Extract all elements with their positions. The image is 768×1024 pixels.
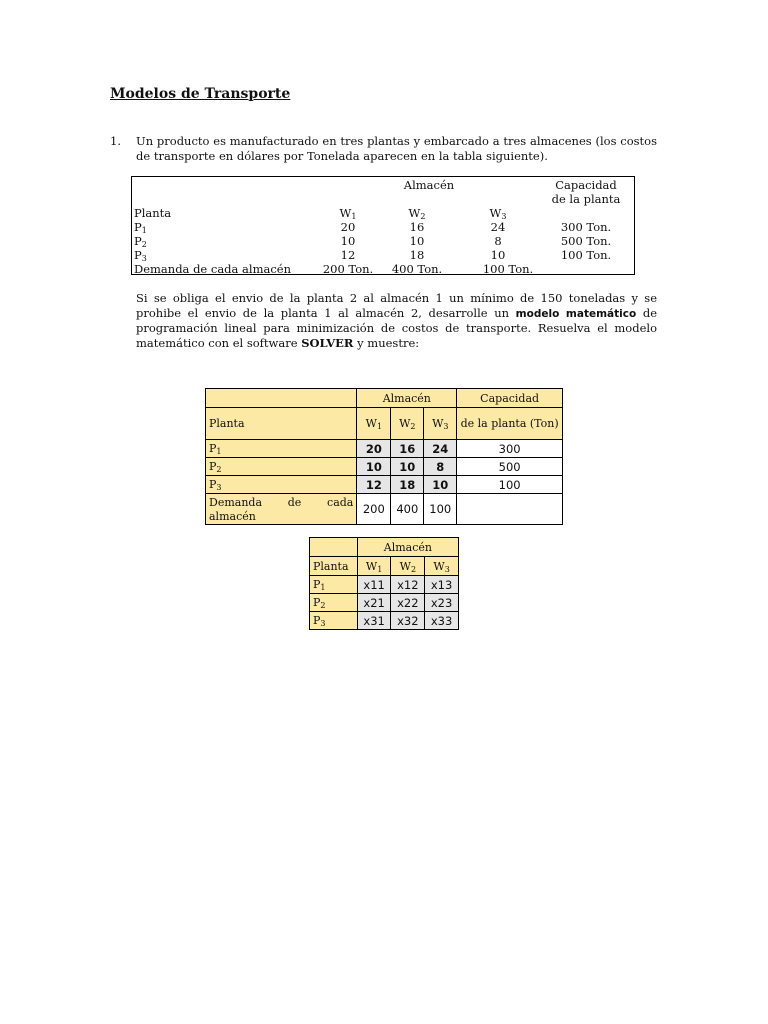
row-plant-p2: $P_2$: [134, 234, 147, 249]
variable-cell[interactable]: x32: [391, 612, 425, 630]
cell-p3-cap: 100 Ton.: [560, 248, 612, 262]
header-w2: $W_2$: [391, 408, 424, 440]
header-w1: $W_1$: [357, 557, 391, 576]
col-w2: $W_2$: [408, 206, 426, 221]
cell-p2-w2: 10: [409, 234, 425, 248]
corner-cell: [206, 389, 357, 408]
row-plant-p1: $P_1$: [206, 440, 357, 458]
empty-cell: [457, 494, 563, 525]
row-plant-p2: $P_2$: [310, 594, 358, 612]
cell-p1-w3: 24: [490, 220, 506, 234]
demand-w1: 200 Ton.: [322, 262, 374, 276]
capacity-cell[interactable]: 300: [457, 440, 563, 458]
cost-cell[interactable]: 10: [357, 458, 391, 476]
row-plant-p3: $P_3$: [134, 248, 147, 263]
variable-cell[interactable]: x33: [425, 612, 459, 630]
header-almacen: Almacén: [403, 178, 455, 192]
header-w1: $W_1$: [357, 408, 391, 440]
decision-variables-table: [309, 537, 459, 630]
cell-p1-w1: 20: [340, 220, 356, 234]
header-almacen: Almacén: [357, 389, 457, 408]
cell-p2-w1: 10: [340, 234, 356, 248]
row-plant-p1: $P_1$: [134, 220, 147, 235]
capacity-cell[interactable]: 500: [457, 458, 563, 476]
cell-p2-w3: 8: [494, 234, 502, 248]
cost-cell[interactable]: 18: [391, 476, 424, 494]
question-number: 1.: [110, 134, 121, 148]
header-cap-ton: de la planta (Ton): [457, 408, 563, 440]
cell-p1-cap: 300 Ton.: [560, 220, 612, 234]
variable-cell[interactable]: x13: [425, 576, 459, 594]
variable-cell[interactable]: x22: [391, 594, 425, 612]
header-planta: Planta: [310, 557, 358, 576]
bold-term-modelo: modelo matemático: [515, 307, 637, 320]
cost-cell[interactable]: 24: [424, 440, 457, 458]
demand-cell[interactable]: 400: [391, 494, 424, 525]
cost-cell[interactable]: 16: [391, 440, 424, 458]
variable-cell[interactable]: x31: [357, 612, 391, 630]
variable-cell[interactable]: x12: [391, 576, 425, 594]
demand-w2: 400 Ton.: [391, 262, 443, 276]
cost-cell[interactable]: 12: [357, 476, 391, 494]
header-w3: $W_3$: [424, 408, 457, 440]
cost-cell[interactable]: 20: [357, 440, 391, 458]
header-capacidad-line2: de la planta: [551, 192, 621, 206]
cell-p1-w2: 16: [409, 220, 425, 234]
cost-table-excel: [205, 388, 563, 525]
header-w2: $W_2$: [391, 557, 425, 576]
planta-label: Planta: [134, 206, 172, 220]
corner-cell: [310, 538, 358, 557]
header-w3: $W_3$: [425, 557, 459, 576]
header-almacen: Almacén: [357, 538, 458, 557]
variable-cell[interactable]: x11: [357, 576, 391, 594]
row-plant-p1: $P_1$: [310, 576, 358, 594]
col-w1: $W_1$: [339, 206, 357, 221]
header-planta: Planta: [206, 408, 357, 440]
row-plant-p3: $P_3$: [206, 476, 357, 494]
cell-p2-cap: 500 Ton.: [560, 234, 612, 248]
cell-p3-w2: 18: [409, 248, 425, 262]
cell-p3-w3: 10: [490, 248, 506, 262]
row-plant-p2: $P_2$: [206, 458, 357, 476]
header-capacidad: Capacidad: [457, 389, 563, 408]
demand-w3: 100 Ton.: [482, 262, 534, 276]
demand-cell[interactable]: 100: [424, 494, 457, 525]
cost-cell[interactable]: 8: [424, 458, 457, 476]
row-plant-p3: $P_3$: [310, 612, 358, 630]
page-title: Modelos de Transporte: [110, 86, 291, 102]
cost-cell[interactable]: 10: [424, 476, 457, 494]
demand-label: Demanda de cada almacén: [134, 262, 292, 276]
bold-term-solver: SOLVER: [301, 335, 354, 350]
capacity-cell[interactable]: 100: [457, 476, 563, 494]
variable-cell[interactable]: x21: [357, 594, 391, 612]
demand-label: Demanda de cada almacén: [206, 494, 357, 525]
cost-table-plain: [131, 176, 635, 275]
question-text: Un producto es manufacturado en tres plantas y embarcado a tres almacenes (los costos de transporte en dólares por Tonelada aparecen en la tabla siguiente).: [136, 134, 657, 163]
problem-statement: Si se obliga el envio de la planta 2 al almacén 1 un mínimo de 150 toneladas y se prohibe el envio de la planta 1 al almacén 2, desarrolle un modelo matemático de programación lineal para minimización de costos de transporte. Resuelva el modelo matemático con el software SOLVER y muestre:: [136, 291, 658, 350]
variable-cell[interactable]: x23: [425, 594, 459, 612]
cost-cell[interactable]: 10: [391, 458, 424, 476]
header-capacidad-line1: Capacidad: [555, 178, 617, 192]
cell-p3-w1: 12: [340, 248, 356, 262]
demand-cell[interactable]: 200: [357, 494, 391, 525]
col-w3: $W_3$: [489, 206, 507, 221]
